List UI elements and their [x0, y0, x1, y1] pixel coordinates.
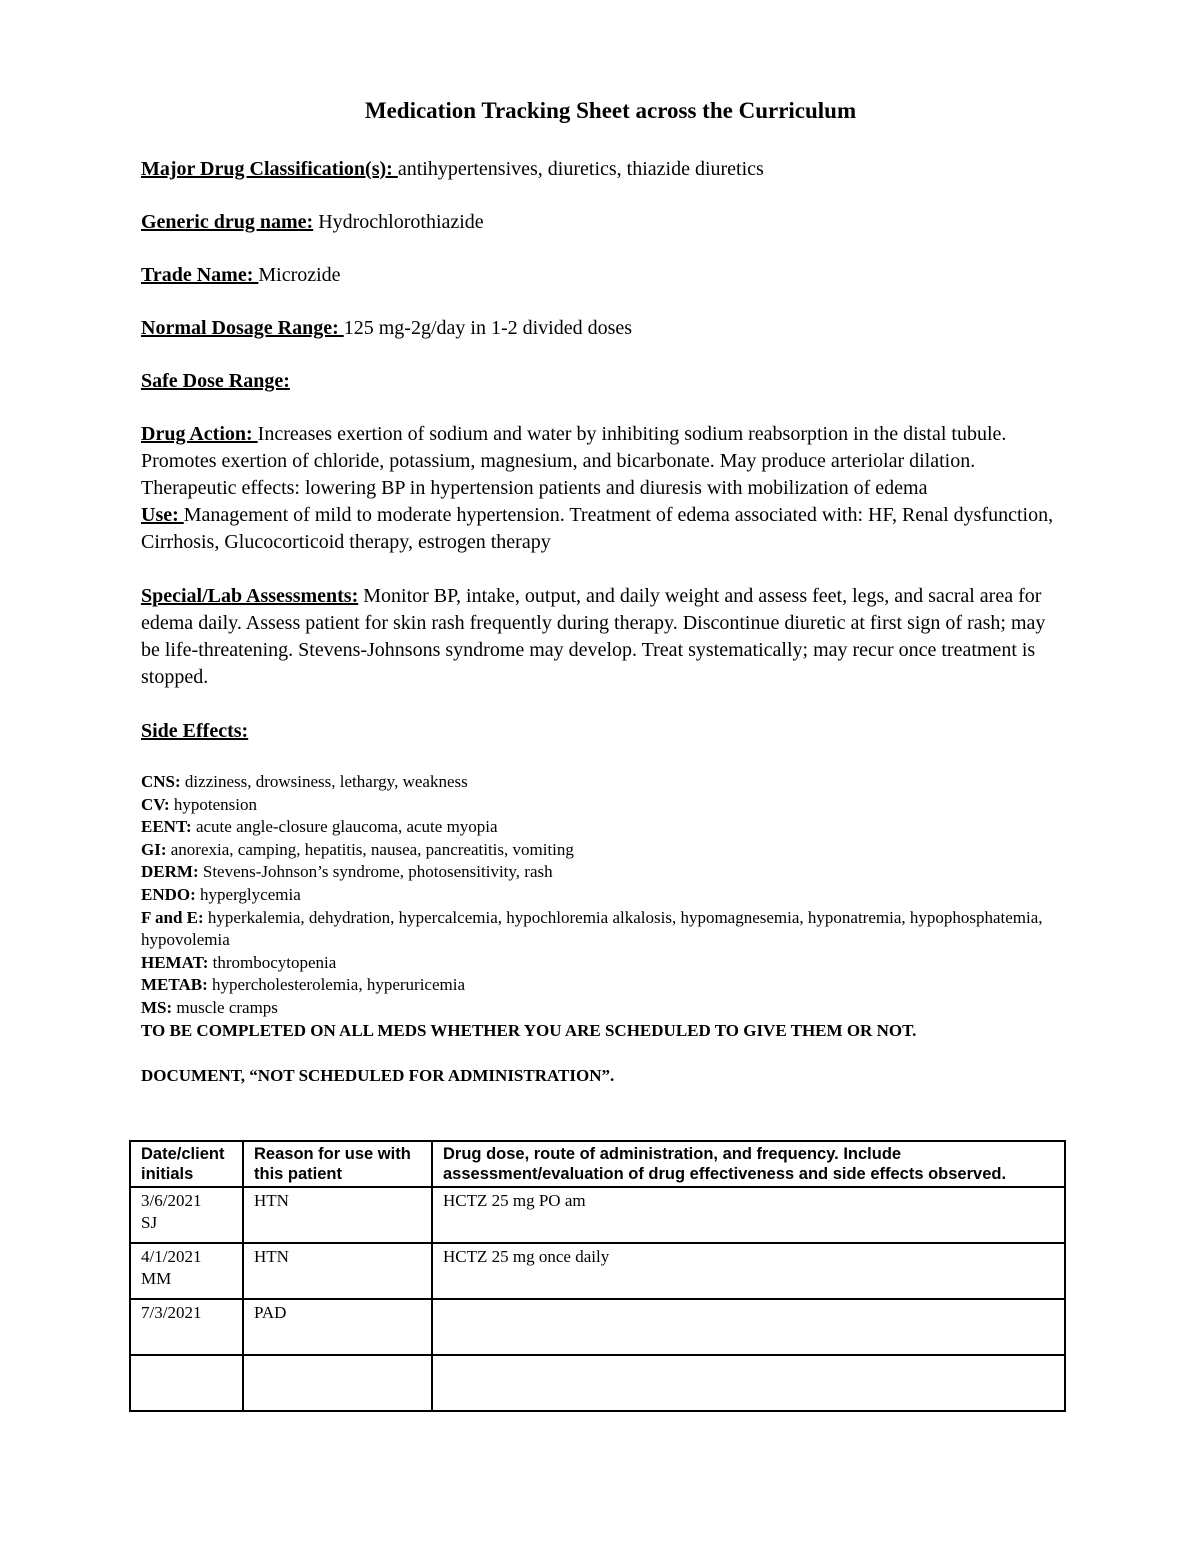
header-dose-route: Drug dose, route of administration, and frequency. Include assessment/evaluation of drug effectiveness and side effects observed. — [432, 1141, 1065, 1187]
cell-date: 7/3/2021 — [141, 1303, 202, 1322]
header-reason: Reason for use with this patient — [243, 1141, 432, 1187]
completion-notice: TO BE COMPLETED ON ALL MEDS WHETHER YOU ARE SCHEDULED TO GIVE THEM OR NOT. — [141, 1020, 917, 1040]
side-effect-item: EENT: acute angle-closure glaucoma, acute myopia — [141, 817, 498, 837]
field-value: Increases exertion of sodium and water by inhibiting sodium reabsorption in the distal tubule. Promotes exertion of chloride, potassium, magnesium, and bicarbonate. May produce arteriolar dilation. Therapeutic effects: lowering BP in hypertension patients and diuresis with mobilization of edema — [141, 423, 1007, 499]
field-value: antihypertensives, diuretics, thiazide diuretics — [397, 158, 764, 180]
table-row — [130, 1243, 1065, 1299]
field-safe-dose — [141, 368, 1066, 395]
field-label: Normal Dosage Range: — [141, 317, 344, 339]
cell-date-initials[interactable] — [130, 1243, 243, 1299]
field-label: Drug Action: — [141, 423, 258, 445]
cell-date-initials[interactable] — [130, 1299, 243, 1355]
cell-date: 4/1/2021 — [141, 1247, 202, 1266]
field-label: Trade Name: — [141, 264, 259, 286]
cell-dose[interactable] — [432, 1355, 1065, 1411]
field-label: Major Drug Classification(s): — [141, 158, 398, 180]
table-row — [130, 1187, 1065, 1243]
cell-date-initials[interactable] — [130, 1187, 243, 1243]
tracking-table — [129, 1140, 1066, 1412]
table-header-row — [130, 1141, 1065, 1187]
side-effect-item: ENDO: hyperglycemia — [141, 884, 301, 904]
cell-initials: MM — [141, 1269, 172, 1288]
cell-date: 3/6/2021 — [141, 1191, 202, 1210]
field-label: Special/Lab Assessments: — [141, 585, 359, 607]
field-label: Side Effects: — [141, 720, 249, 742]
field-value: 125 mg-2g/day in 1-2 divided doses — [343, 317, 633, 339]
side-effects-list — [141, 771, 1066, 1020]
field-use — [141, 502, 1066, 556]
field-generic-name — [141, 209, 1066, 236]
cell-reason[interactable] — [243, 1355, 432, 1411]
table-row — [130, 1355, 1065, 1411]
document-body — [141, 98, 1066, 1088]
table-row — [130, 1299, 1065, 1355]
field-label: Use: — [141, 504, 184, 526]
side-effect-item: CV: hypotension — [141, 794, 258, 814]
field-value: Management of mild to moderate hypertension. Treatment of edema associated with: HF, Renal dysfunction, Cirrhosis, Glucocorticoid therapy, estrogen therapy — [141, 504, 1054, 553]
cell-reason[interactable]: PAD — [243, 1299, 432, 1355]
field-label: Safe Dose Range: — [141, 370, 290, 392]
cell-dose[interactable]: HCTZ 25 mg PO am — [432, 1187, 1065, 1243]
field-value: Hydrochlorothiazide — [313, 211, 484, 233]
side-effect-item: METAB: hypercholesterolemia, hyperuricemia — [141, 975, 465, 995]
side-effect-item: CNS: dizziness, drowsiness, lethargy, weakness — [141, 772, 468, 791]
field-value: Microzide — [258, 264, 341, 286]
field-label: Generic drug name: — [141, 211, 314, 233]
side-effect-item: HEMAT: thrombocytopenia — [141, 952, 337, 972]
side-effect-item: MS: muscle cramps — [141, 997, 278, 1017]
cell-reason[interactable]: HTN — [243, 1243, 432, 1299]
cell-reason[interactable]: HTN — [243, 1187, 432, 1243]
document-notice: DOCUMENT, “NOT SCHEDULED FOR ADMINISTRATION”. — [141, 1066, 615, 1086]
field-dosage-range — [141, 315, 1066, 342]
field-classification — [141, 156, 1066, 183]
cell-dose[interactable]: HCTZ 25 mg once daily — [432, 1243, 1065, 1299]
field-side-effects — [141, 718, 1066, 745]
document-title: Medication Tracking Sheet across the Curriculum — [364, 98, 857, 123]
cell-initials: SJ — [141, 1213, 158, 1232]
side-effect-item: F and E: hyperkalemia, dehydration, hypercalcemia, hypochloremia alkalosis, hypomagnesemia, hyponatremia, hypophosphatemia, hypovolemia — [141, 907, 1043, 950]
side-effect-item: DERM: Stevens-Johnson’s syndrome, photosensitivity, rash — [141, 862, 553, 882]
cell-date-initials[interactable] — [130, 1355, 243, 1411]
header-date-initials: Date/client initials — [130, 1141, 243, 1187]
field-assessments — [141, 583, 1066, 691]
field-trade-name — [141, 262, 1066, 289]
side-effect-item: GI: anorexia, camping, hepatitis, nausea, pancreatitis, vomiting — [141, 839, 574, 859]
cell-dose[interactable] — [432, 1299, 1065, 1355]
field-drug-action — [141, 421, 1066, 502]
field-value: Monitor BP, intake, output, and daily weight and assess feet, legs, and sacral area for edema daily. Assess patient for skin rash frequently during therapy. Discontinue diuretic at first sign of rash; may be life-threatening. Stevens-Johnsons syndrome may develop. Treat systematically; may recur once treatment is stopped. — [141, 585, 1046, 688]
